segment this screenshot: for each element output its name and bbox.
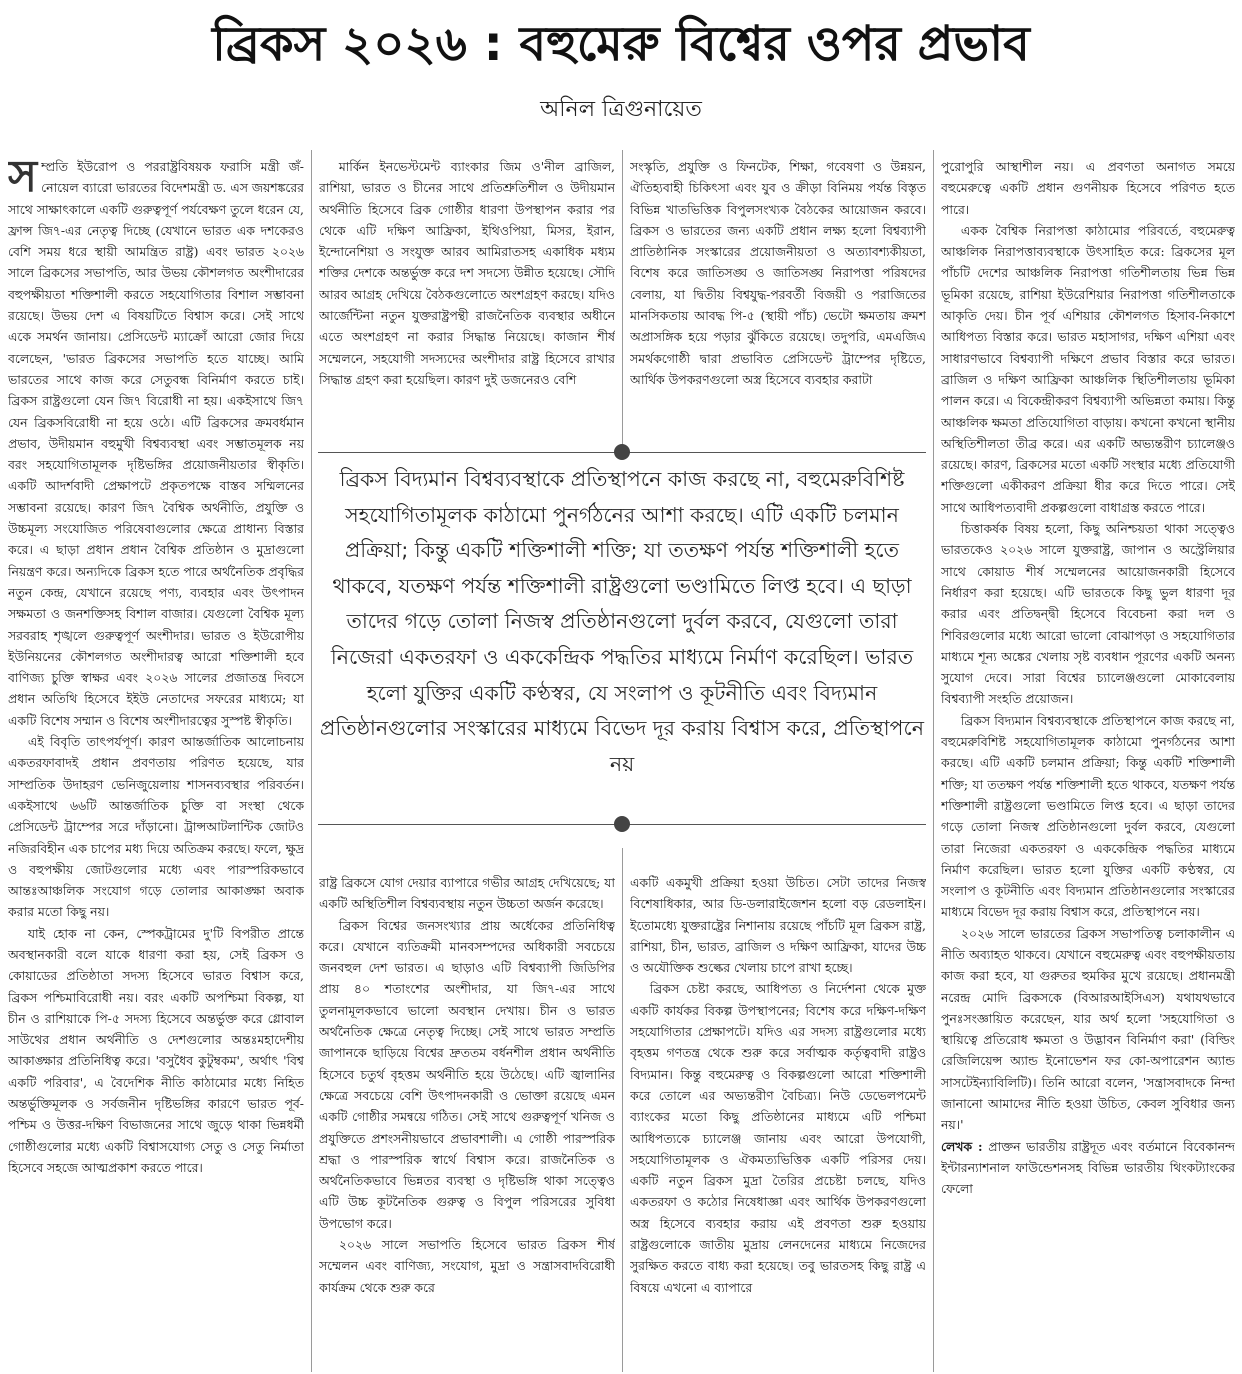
article-paragraph: যাই হোক না কেন, স্পেকট্রামের দু'টি বিপরীত প্রান্তে অবস্থানকারী বলে যাকে ধারণা করা হয়, সেই ব্রিকস ও কোয়াডের প্রতিষ্ঠাতা সদস্য হিসেবে ভারত বিশ্বাস করে, ব্রিকস পশ্চিমাবিরোধী নয়। বরং একটি অপশ্চিমা বিকল্প, যা চীন ও রাশিয়াকে পি-৫ সদস্য হিসেবে অন্তর্ভুক্ত করে গ্লোবাল সাউথের প্রধান অর্থনীতি ও দেশগুলোর অন্তঃমহাদেশীয় আকাঙ্ক্ষার প্রতিনিধিত্ব করে। 'বসুধৈব কুটুম্বকম', অর্থাৎ 'বিশ্ব একটি পরিবার', এ বৈদেশিক নীতি কাঠামোর মধ্যে নিহিত অন্তর্ভুক্তিমূলক ও সর্বজনীন দৃষ্টিভঙ্গির কারণে ভারত পূর্ব-পশ্চিম ও উত্তর-দক্ষিণ বিভাজনের সাথে জুড়ে থাকা ভিন্নধর্মী গোষ্ঠীগুলোর মধ্যে একটি বিশ্বাসযোগ্য সেতু ও সেতু নির্মাতা হিসেবে সহজে আত্মপ্রকাশ করতে পারে। [8,925,304,1175]
article-paragraph: ২০২৬ সালে ভারতের ব্রিকস সভাপতিত্ব চলাকালীন এ নীতি অব্যাহত থাকবে। যেখানে বহুমেরুত্ব এবং বহুপক্ষীয়তায় কাজ করা হবে, যা গুরুতর হুমকির মুখে রয়েছে। প্রধানমন্ত্রী নরেন্দ্র মোদি ব্রিকসকে (বিআরআইসিএস) যথাযথভাবে পুনঃসংজ্ঞায়িত করেছেন, যার অর্থ হলো 'সহযোগিতা ও স্থায়িত্বে প্রতিরোধ ক্ষমতা ও উদ্ভাবন বিনির্মাণ করা' (বিল্ডিং রেজিলিয়েন্স অ্যান্ড ইনোভেশন ফর কো-অপারেশন অ্যান্ড সাসটেইন্যাবিলিটি)। তিনি আরো বলেন, 'সন্ত্রাসবাদকে নিন্দা জানানো আমাদের নীতি হওয়া উচিত, কেবল সুবিধার জন্য নয়।' [941,925,1235,1133]
article-paragraph: এই বিবৃতি তাৎপর্যপূর্ণ। কারণ আন্তর্জাতিক আলোচনায় একতরফাবাদই প্রধান প্রবণতায় পরিণত হয়েছে, যার সাম্প্রতিক উদাহরণ ভেনিজুয়েলায় শাসনব্যবস্থার পরিবর্তন। একইসাথে ৬৬টি আন্তর্জাতিক চুক্তি বা সংস্থা থেকে প্রেসিডেন্ট ট্রাম্পের সরে দাঁড়ানো। ট্রান্সআটলান্টিক জোটও নজিরবিহীন এক চাপের মধ্য দিয়ে অতিক্রম করছে। ফলে, ক্ষুদ্র ও বহুপক্ষীয় জোটগুলোর মধ্যে এবং পারস্পরিকভাবে আন্তঃআঞ্চলিক সংযোগ গড়ে তোলার আকাঙ্ক্ষা অবাক করার মতো কিছু নয়। [8,734,304,920]
article-column-3-bottom [630,872,926,1374]
article-paragraph: মার্কিন ইনভেস্টমেন্ট ব্যাংকার জিম ও'নীল ব্রাজিল, রাশিয়া, ভারত ও চীনের সাথে প্রতিশ্রুতিশীল ও উদীয়মান অর্থনীতি হিসেবে ব্রিক গোষ্ঠীর ধারণা উপস্থাপন করার পর থেকে এটি দক্ষিণ আফ্রিকা, ইথিওপিয়া, মিসর, ইরান, ইন্দোনেশিয়া ও সংযুক্ত আরব আমিরাতসহ একাধিক মধ্যম শক্তির দেশকে অন্তর্ভুক্ত করে দশ সদস্যে উন্নীত হয়েছে। সৌদি আরব আগ্রহ দেখিয়ে বৈঠকগুলোতে অংশগ্রহণ করছে। যদিও আর্জেন্টিনা নতুন যুক্তরাষ্ট্রপন্থী রাজনৈতিক ব্যবস্থার অধীনে এতে অংশগ্রহণ না করার সিদ্ধান্ত নিয়েছে। কাজান শীর্ষ সম্মেলনে, সহযোগী সদস্যদের অংশীদার রাষ্ট্র হিসেবে রাখার সিদ্ধান্ত গ্রহণ করা হয়েছিল। কারণ দুই ডজনেরও বেশি [319,159,615,387]
column-rule [622,150,623,445]
pullquote-bullet-top [614,444,630,460]
article-paragraph: পুরোপুরি আস্থাশীল নয়। এ প্রবণতা অনাগত সময়ে বহুমেরুত্বে একটি প্রধান গুণনীয়ক হিসেবে পরিণত হতে পারে। [941,159,1235,217]
author-note [941,1136,1235,1200]
article-paragraph: ব্রিকস বিশ্বের জনসংখ্যার প্রায় অর্ধেকের প্রতিনিধিত্ব করে। যেখানে ব্যতিক্রমী মানবসম্পদের অধিকারী সবচেয়ে জনবহুল দেশ ভারত। এ ছাড়াও এটি বিশ্বব্যাপী জিডিপির প্রায় ৪০ শতাংশের অংশীদার, যা জি৭-এর সাথে তুলনামূলকভাবে ভালো অবস্থান দেখায়। চীন ও ভারত অর্থনৈতিক ক্ষেত্রে নেতৃত্ব দিচ্ছে। সেই সাথে ভারত সম্প্রতি জাপানকে ছাড়িয়ে বিশ্বের দ্রুততম বর্ধনশীল প্রধান অর্থনীতি হিসেবে চতুর্থ বৃহত্তম অর্থনীতি হয়ে উঠেছে। এটি জ্বালানির ক্ষেত্রে সবচেয়ে বেশি উৎপাদনকারী ও ভোক্তা রয়েছে এমন একটি গোষ্ঠীর সমন্বয়ে গঠিত। সেই সাথে গুরুত্বপূর্ণ খনিজ ও প্রযুক্তিতে প্রশংসনীয়ভাবে প্রভাবশালী। এ গোষ্ঠী পারস্পরিক শ্রদ্ধা ও পারস্পরিক স্বার্থে বিশ্বাস করে। রাজনৈতিক ও অর্থনৈতিকভাবে ভিন্নতর ব্যবস্থা ও দৃষ্টিভঙ্গি থাকা সত্ত্বেও এটি উচ্চ কূটনৈতিক গুরুত্ব ও বিপুল পরিসরের সুবিধা উপভোগ করে। [319,917,615,1231]
article-paragraph: চিত্তাকর্ষক বিষয় হলো, কিছু অনিশ্চয়তা থাকা সত্ত্বেও ভারতকেও ২০২৬ সালে যুক্তরাষ্ট্র, জাপান ও অস্ট্রেলিয়ার সাথে কোয়াড শীর্ষ সম্মেলনের আয়োজনকারী হিসেবে নির্ধারণ করা হয়েছে। এটি ভারতকে কিছু ভুল ধারণা দূর করার এবং প্রতিদ্বন্দ্বী হিসেবে বিবেচনা করা দল ও শিবিরগুলোর মধ্যে আরো ভালো বোঝাপড়া ও সহযোগিতার মাধ্যমে শূন্য অঙ্কের খেলায় সৃষ্ট ব্যবধান পূরণের একটি অনন্য সুযোগ দেবে। সারা বিশ্বের চ্যালেঞ্জগুলো মোকাবেলায় বিশ্বব্যাপী সংহতি প্রয়োজন। [941,521,1235,707]
author-byline: অনিল ত্রিগুনায়েত [540,97,702,122]
article-paragraph: একটি একমুখী প্রক্রিয়া হওয়া উচিত। সেটা তাদের নিজস্ব বিশেষাধিকার, আর ডি-ডলারাইজেশন হলো বড় রেডলাইন। ইতোমধ্যে যুক্তরাষ্ট্রের নিশানায় রয়েছে পাঁচটি মূল ব্রিকস রাষ্ট্র, রাশিয়া, চীন, ভারত, ব্রাজিল ও দক্ষিণ আফ্রিকা, যাদের উচ্চ ও অযৌক্তিক শুল্কের খেলায় চাপে রাখা হচ্ছে। [630,875,926,976]
article-paragraph: ২০২৬ সালে সভাপতি হিসেবে ভারত ব্রিকস শীর্ষ সম্মেলন এবং বাণিজ্য, সংযোগ, মুদ্রা ও সন্ত্রাসবাদবিরোধী কার্যক্রম থেকে শুরু করে [319,1237,615,1295]
article-headline: ব্রিকস ২০২৬ : বহুমেরু বিশ্বের ওপর প্রভাব [212,16,1030,72]
article-paragraph: সম্প্রতি ইউরোপ ও পররাষ্ট্রবিষয়ক ফরাসি মন্ত্রী জঁ- নোয়েল ব্যারো ভারতের বিদেশমন্ত্রী ড. এস জয়শঙ্করের সাথে সাক্ষাৎকালে একটি গুরুত্বপূর্ণ পর্যবেক্ষণ তুলে ধরেন যে, ফ্রান্স জি৭-এর নেতৃত্ব দিচ্ছে (যেখানে ভারত এক দশকেরও বেশি সময় ধরে স্থায়ী আমন্ত্রিত রাষ্ট্র) এবং ভারত ২০২৬ সালে ব্রিকসের সভাপতি, আর উভয় কৌশলগত অংশীদারের বহুপক্ষীয়তা শক্তিশালী করতে সহযোগিতার বিশাল সম্ভাবনা রয়েছে। উভয় দেশ এ বিষয়টিতে বিশ্বাস করে। সেই সাথে একে সমর্থন জানায়। প্রেসিডেন্ট ম্যাক্রোঁ আরো জোর দিয়ে বলেছেন, 'ভারত ব্রিকসের সভাপতি হতে যাচ্ছে। আমি ভারতের সাথে কাজ করে সেতুবন্ধ বিনির্মাণ করতে চাই। ব্রিকস রাষ্ট্রগুলো যেন জি৭ বিরোধী না হয়। একইসাথে জি৭ যেন ব্রিকসবিরোধী না হয়ে ওঠে। এটি ব্রিকসের ক্রমবর্ধমান প্রভাব, উদীয়মান বহুমুখী বিশ্বব্যবস্থা এবং সম্ভাতমূলক নয় বরং সহযোগিতামূলক দৃষ্টিভঙ্গির প্রয়োজনীয়তার স্বীকৃতি। একটি আদর্শবাদী প্রেক্ষাপটে প্রকৃতপক্ষে বাস্তব সম্মিলনের সম্ভাবনা রয়েছে। কারণ জি৭ বৈশ্বিক অর্থনীতি, প্রযুক্তি ও উচ্চমূল্য সংযোজিত পরিষেবাগুলোর ক্ষেত্রে প্রাধান্য বিস্তার করে। এ ছাড়া প্রধান প্রধান বৈশ্বিক প্রতিষ্ঠান ও মুদ্রাগুলো নিয়ন্ত্রণ করে। অন্যদিকে ব্রিকস হতে পারে অর্থনৈতিক প্রবৃদ্ধির নতুন কেন্দ্র, যেখানে রয়েছে পণ্য, ব্যবহার এবং উৎপাদন সক্ষমতা ও জনশক্তিসহ বিশাল বাজার। যেগুলো বৈশ্বিক মূল্য সরবরাহ শৃঙ্খলে গুরুত্বপূর্ণ অংশীদার। ভারত ও ইউরোপীয় ইউনিয়নের কৌশলগত অংশীদারত্ব আরো শক্তিশালী হবে বাণিজ্য চুক্তি স্বাক্ষর এবং ২০২৬ সালের প্রজাতন্ত্র দিবসে প্রধান অতিথি হিসেবে ইইউ নেতাদের সফরের মাধ্যমে; যা একটি বিশেষ সম্মান ও বিশেষ অংশীদারত্বের সুস্পষ্ট স্বীকৃতি। [8,156,304,728]
article-column-4 [941,156,1235,1374]
column-rule [933,150,934,1372]
article-column-1 [8,156,304,1374]
article-paragraph: সংস্কৃতি, প্রযুক্তি ও ফিনটেক, শিক্ষা, গবেষণা ও উন্নয়ন, ঐতিহ্যবাহী চিকিৎসা এবং যুব ও ক্রীড়া বিনিময় পর্যন্ত বিস্তৃত বিভিন্ন খাতভিত্তিক বিপুলসংখ্যক বৈঠকের আয়োজন করবে। ব্রিকস ও ভারতের জন্য একটি প্রধান লক্ষ্য হলো বিশ্বব্যাপী প্রাতিষ্ঠানিক সংস্কারের প্রয়োজনীয়তা ও অত্যাবশ্যকীয়তা, বিশেষ করে জাতিসঙ্ঘ ও জাতিসঙ্ঘ নিরাপত্তা পরিষদের বেলায়, যা দ্বিতীয় বিশ্বযুদ্ধ-পরবর্তী বিজয়ী ও পরাজিতের মানসিকতায় আবদ্ধ পি-৫ (স্থায়ী পাঁচ) ভেটো ক্ষমতায় ক্রমশ অপ্রাসঙ্গিক হয়ে পড়ার ঝুঁকিতে রয়েছে। তদুপরি, এমএজিএ সমর্থকগোষ্ঠী দ্বারা প্রভাবিত প্রেসিডেন্ট ট্রাম্পের দৃষ্টিতে, আর্থিক উপকরণগুলো অস্ত্র হিসেবে ব্যবহার করাটা [630,159,926,387]
article-column-2-bottom [319,872,615,1374]
drop-cap: স [8,156,38,202]
author-note-label: লেখক : [941,1138,983,1154]
article-column-3-top [630,156,926,446]
column-rule [622,848,623,1372]
author-note-text: প্রাক্তন ভারতীয় রাষ্ট্রদূত এবং বর্তমানে বিবেকানন্দ ইন্টারন্যাশনাল ফাউন্ডেশনসহ বিভিন্ন ভারতীয় থিংকট্যাংকের ফেলো [941,1138,1235,1197]
article-column-2-top [319,156,615,446]
article-paragraph: ব্রিকস বিদ্যমান বিশ্বব্যবস্থাকে প্রতিস্থাপনে কাজ করছে না, বহুমেরুবিশিষ্ট সহযোগিতামূলক কাঠামো পুনর্গঠনের আশা করছে। এটি একটি চলমান প্রক্রিয়া; কিন্তু একটি শক্তিশালী শক্তি; যা ততক্ষণ পর্যন্ত শক্তিশালী হতে থাকবে, যতক্ষণ পর্যন্ত শক্তিশালী রাষ্ট্রগুলো ভণ্ডামিতে লিপ্ত হবে। এ ছাড়া তাদের গড়ে তোলা নিজস্ব প্রতিষ্ঠানগুলো দুর্বল করবে, যেগুলো তারা নিজেরা একতরফা ও এককেন্দ্রিক পদ্ধতির মাধ্যমে নির্মাণ করেছিল। ভারত হলো যুক্তির একটি কণ্ঠস্বর, যে সংলাপ ও কূটনীতি এবং বিদ্যমান প্রতিষ্ঠানগুলোর সংস্কারের মাধ্যমে বিভেদ দূর করায় বিশ্বাস করে, প্রতিস্থাপনে নয়। [941,712,1235,920]
article-paragraph: রাষ্ট্র ব্রিকসে যোগ দেয়ার ব্যাপারে গভীর আগ্রহ দেখিয়েছে; যা একটি অস্থিতিশীল বিশ্বব্যবস্থায় নতুন উচ্চতা অর্জন করেছে। [319,875,615,912]
pullquote-bullet-bottom [614,816,630,832]
column-rule [311,150,312,1372]
pull-quote: ব্রিকস বিদ্যমান বিশ্বব্যবস্থাকে প্রতিস্থাপনে কাজ করছে না, বহুমেরুবিশিষ্ট সহযোগিতামূলক কাঠামো পুনর্গঠনের আশা করছে। এটি একটি চলমান প্রক্রিয়া; কিন্তু একটি শক্তিশালী শক্তি; যা ততক্ষণ পর্যন্ত শক্তিশালী হতে থাকবে, যতক্ষণ পর্যন্ত শক্তিশালী রাষ্ট্রগুলো ভণ্ডামিতে লিপ্ত হবে। এ ছাড়া তাদের গড়ে তোলা নিজস্ব প্রতিষ্ঠানগুলো দুর্বল করবে, যেগুলো তারা নিজেরা একতরফা ও এককেন্দ্রিক পদ্ধতির মাধ্যমে নির্মাণ করেছিল। ভারত হলো যুক্তির একটি কণ্ঠস্বর, যে সংলাপ ও কূটনীতি এবং বিদ্যমান প্রতিষ্ঠানগুলোর সংস্কারের মাধ্যমে বিভেদ দূর করায় বিশ্বাস করে, প্রতিস্থাপনে নয় [320,467,924,776]
article-paragraph: ব্রিকস চেষ্টা করছে, আধিপত্য ও নির্দেশনা থেকে মুক্ত একটি কার্যকর বিকল্প উপস্থাপনের; বিশেষ করে দক্ষিণ-দক্ষিণ সহযোগিতার প্রেক্ষাপটে। যদিও এর সদস্য রাষ্ট্রগুলোর মধ্যে বৃহত্তম গণতন্ত্র থেকে শুরু করে সর্বাত্মক কর্তৃত্ববাদী রাষ্ট্রও বিদ্যমান। কিন্তু বহুমেরুত্ব ও বিকল্পগুলো আরো শক্তিশালী করে তোলে এর অভ্যন্তরীণ বৈচিত্র্য। নিউ ডেভেলপমেন্ট ব্যাংকের মতো কিছু প্রতিষ্ঠানের মাধ্যমে এটি পশ্চিমা আধিপত্যকে চ্যালেঞ্জ জানায় এবং আরো উপযোগী, সহযোগিতামূলক ও ঐকমত্যভিত্তিক একটি পরিসর দেয়। একটি নতুন ব্রিকস মুদ্রা তৈরির প্রচেষ্টা চলছে, যদিও একতরফা ও কঠোর নিষেধাজ্ঞা এবং আর্থিক উপকরণগুলো অস্ত্র হিসেবে ব্যবহার করায় এই প্রবণতা শুরু হওয়ায় রাষ্ট্রগুলোকে জাতীয় মুদ্রায় লেনদেনের মাধ্যমে নিজেদের সুরক্ষিত করতে বাধ্য করা হয়েছে। তবু ভারতসহ কিছু রাষ্ট্র এ বিষয়ে এখনো এ ব্যাপারে [630,981,926,1295]
article-paragraph: একক বৈশ্বিক নিরাপত্তা কাঠামোর পরিবর্তে, বহুমেরুত্ব আঞ্চলিক নিরাপত্তাব্যবস্থাকে উৎসাহিত করে: ব্রিকসের মূল পাঁচটি দেশের আঞ্চলিক নিরাপত্তা গতিশীলতায় ভিন্ন ভিন্ন ভূমিকা রয়েছে, রাশিয়া ইউরেশিয়ার নিরাপত্তা গতিশীলতাকে আকৃতি দেয়। চীন পূর্ব এশিয়ার কৌশলগত হিসাব-নিকাশে আধিপত্য বিস্তার করে। ভারত মহাসাগর, দক্ষিণ এশিয়া এবং সাধারণভাবে বিশ্বব্যাপী দক্ষিণে প্রভাব বিস্তার করে ভারত। ব্রাজিল ও দক্ষিণ আফ্রিকা আঞ্চলিক স্থিতিশীলতায় ভূমিকা পালন করে। এ বিকেন্দ্রীকরণ বিশ্বব্যাপী অভিন্নতা কমায়। কিন্তু আঞ্চলিক ক্ষমতা প্রতিযোগিতা বাড়ায়। কখনো কখনো স্থানীয় অস্থিতিশীলতা তীব্র করে। এর একটি অভ্যন্তরীণ চ্যালেঞ্জও রয়েছে। কারণ, ব্রিকসের মতো একটি সংস্থার মধ্যে প্রতিযোগী শক্তিগুলো একীকরণ প্রক্রিয়া ধীর করে দিতে পারে। সেই সাথে আধিপত্যবাদী প্রকল্পগুলো বাধাগ্রস্ত করতে পারে। [941,222,1235,515]
